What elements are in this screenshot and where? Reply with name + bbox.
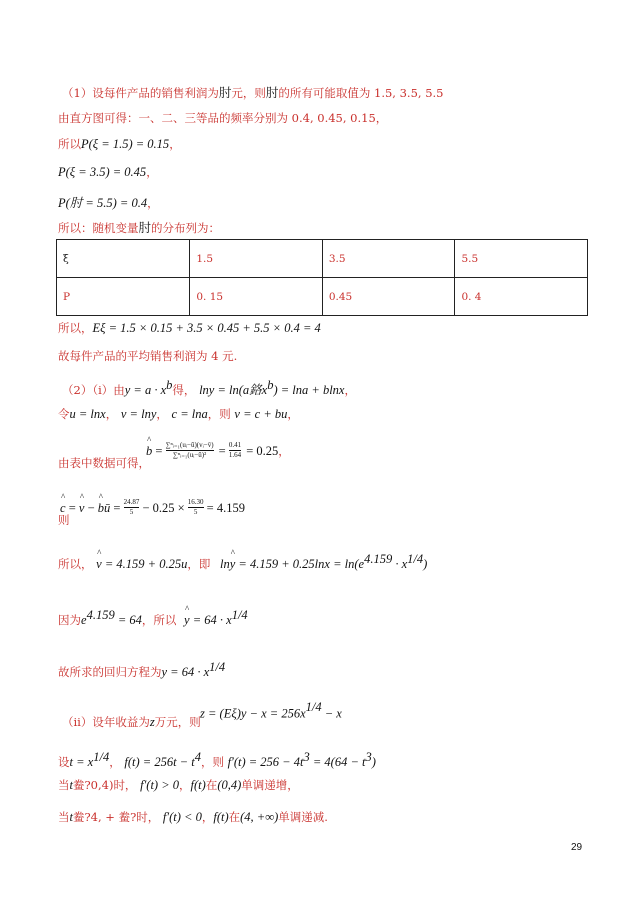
regression-v-line: 所以， ^ v = 4.159 + 0.25u，即 ln^ $y = 4.159 + 0.25\ln x = \ln(e^{4.159} \cdot x^{1/4})$: [58, 552, 427, 572]
table-cell: 0. 4: [455, 278, 588, 316]
function-definition: 设$t = x^{1/4}$， $f(t) = 256t - t^4$，则 $f'(t) = 256 - 4t^3 = 4(64 - t^3)$: [58, 750, 376, 769]
part1-intro: （1）设每件产品的销售利润为肘元，则肘的所有可能取值为 1.5, 3.5, 5.5: [62, 86, 444, 100]
distribution-heading: 所以：随机变量肘的分布列为：: [58, 221, 221, 235]
table-row: [57, 240, 588, 278]
increasing-interval: 当t鲞?0,4)时， f′(t) > 0，f(t)在(0,4)单调递增，: [58, 778, 299, 792]
table-cell: ξ: [57, 240, 190, 278]
prob-2: P(ξ = 3.5) = 0.45，: [58, 165, 158, 179]
b-fraction: $\frac{\text{∑ⁿᵢ₌₁(uᵢ−ū)(vᵢ−v̄)}}{\text{∑ⁿᵢ₌₁(uᵢ−ū)²}}$: [165, 441, 214, 459]
average-profit: 故每件产品的平均销售利润为 4 元.: [58, 349, 238, 363]
distribution-table: [56, 239, 588, 316]
part2-intro: （2）（ⅰ）由$y = a \cdot x^b$得， lny = ln(a鉻$x^b) = \ln a + blnx$，: [62, 378, 356, 397]
expectation-line: 所以，Eξ = 1.5 × 0.15 + 3.5 × 0.45 + 5.5 × 0.4 = 4: [58, 321, 321, 335]
prob-3: P(肘 = 5.5) = 0.4，: [58, 196, 159, 210]
decreasing-interval: 当t鲞?4, + 鲞?时， f′(t) < 0，f(t)在(4, +∞)单调递减.: [58, 810, 328, 824]
table-cell: 0.45: [322, 278, 455, 316]
table-cell: P: [57, 278, 190, 316]
table-cell: 3.5: [322, 240, 455, 278]
b-estimate-formula: ^ b = $\frac{\text{∑ⁿᵢ₌₁(uᵢ−ū)(vᵢ−v̄)}}{\text{∑ⁿᵢ₌₁(uᵢ−ū)²}}$ = $\frac{0.41}{1.64}$ = 0.25，: [146, 440, 290, 460]
prob-1: 所以P(ξ = 1.5) = 0.15，: [58, 137, 181, 151]
part2-ii-intro: （ⅱ）设年收益为z万元，则: [62, 715, 201, 729]
annual-income-formula: $z = (E\xi)y - x = 256x^{1/4} - x$: [200, 700, 342, 721]
b-estimate-label: 由表中数据可得，: [58, 456, 150, 470]
b-value-fraction: $\frac{0.41}{1.64}$: [228, 441, 242, 459]
c-estimate-label: 则: [58, 513, 70, 527]
table-row: [57, 278, 588, 316]
frequency-line: 由直方图可得：一、二、三等品的频率分别为 0.4, 0.45, 0.15，: [58, 111, 388, 125]
table-cell: 5.5: [455, 240, 588, 278]
regression-equation: 故所求的回归方程为$y = 64 \cdot x^{1/4}$: [58, 660, 226, 679]
page-number: 29: [571, 842, 583, 853]
c-estimate-formula: ^ c = ^ v − ^ bū = $\frac{24.87}{5}$ − 0.25 × $\frac{16.30}{5}$ = 4.159: [60, 497, 245, 517]
substitution-line: 令u = lnx， v = lny， c = lna，则 v = c + bu，: [58, 407, 299, 421]
table-cell: 1.5: [190, 240, 323, 278]
table-cell: 0. 15: [190, 278, 323, 316]
because-line: 因为$e^{4.159} = 64$，所以 ^ $y = 64 \cdot x^{1/4}$: [58, 608, 248, 628]
